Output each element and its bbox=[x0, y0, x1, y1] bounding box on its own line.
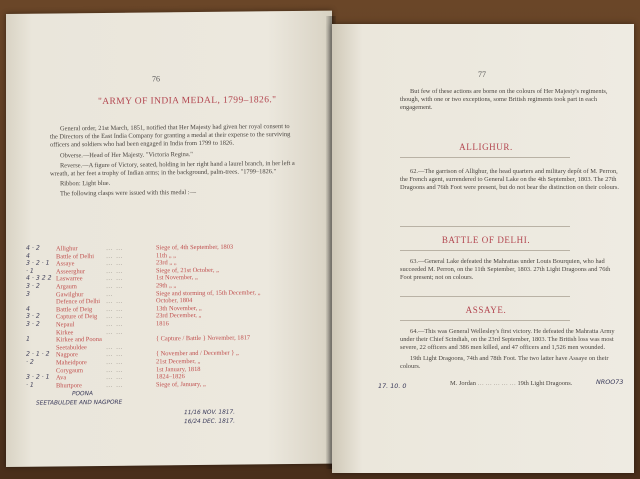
heading-rule bbox=[400, 157, 570, 158]
paragraph: Ribbon: Light blue. bbox=[60, 180, 111, 188]
handwritten-poona: POONA bbox=[72, 391, 93, 398]
jordan-line bbox=[450, 380, 573, 388]
clasp-name: Seetabuldee bbox=[56, 343, 87, 352]
left-page bbox=[6, 11, 332, 467]
pencil-mark: 4 · 2 bbox=[26, 244, 40, 252]
clasp-name: Laswarree bbox=[56, 275, 83, 283]
leader-dots: … … bbox=[106, 267, 124, 275]
leader-dots: … … bbox=[106, 381, 124, 389]
handwritten-code: NROO73 bbox=[596, 378, 624, 386]
clasp-name: Gawilghur bbox=[56, 290, 84, 299]
heading-rule bbox=[400, 320, 570, 321]
clasp-name: Nagpore bbox=[56, 351, 79, 359]
clasp-name: Bhurtpore bbox=[56, 382, 82, 390]
heading-rule bbox=[400, 226, 570, 227]
leader-dots: … … bbox=[106, 366, 124, 374]
clasp-name: Nepaul bbox=[56, 321, 75, 329]
clasp-date: 23rd „ „ bbox=[156, 259, 177, 267]
paragraph: 19th Light Dragoons, 74th and 78th Foot. The two latter have Assaye on their colours. bbox=[400, 354, 609, 370]
leader-dots: … … bbox=[106, 297, 124, 306]
clasp-date: 13th November, „ bbox=[156, 304, 202, 313]
heading-assaye: ASSAYE. bbox=[465, 305, 507, 315]
pencil-mark: 1 bbox=[26, 335, 30, 343]
handwritten-seetabuldee-nagpore: SEETABULDEE AND NAGPORE bbox=[36, 399, 123, 407]
clasp-date: 1816 bbox=[156, 320, 169, 328]
clasp-name: Corygaum bbox=[56, 366, 83, 375]
leader-dots: … … bbox=[106, 358, 124, 366]
pencil-mark: 3 · 2 bbox=[26, 313, 40, 321]
clasp-name: Kirkee and Poona bbox=[56, 336, 102, 344]
leader-dots: … … bbox=[106, 328, 124, 336]
pencil-mark: 2 · 1 · 2 bbox=[26, 350, 50, 359]
right-intro bbox=[400, 88, 622, 115]
leader-dots: … … bbox=[106, 320, 124, 328]
paragraph: 64.—This was General Wellesley's first victory. He defeated the Mahratta Army under their Chief Scindiah, on the 23rd September, 1803. The British loss was most severe, 22 officers and 386 men killed, and 47 officers and 1,526 men wounded. bbox=[400, 328, 615, 352]
leader-dots: … … … … … bbox=[477, 380, 516, 387]
heading-rule bbox=[400, 296, 570, 297]
page-number-right: 77 bbox=[478, 70, 486, 79]
clasp-name: Kirkee bbox=[56, 328, 74, 337]
leader-dots: … … bbox=[106, 252, 124, 260]
pencil-mark: · 1 bbox=[26, 381, 34, 389]
pencil-mark: 3 · 2 · 1 bbox=[26, 373, 50, 381]
handwritten-price: 17. 10. 0 bbox=[378, 382, 407, 390]
clasp-date: Siege of, 21st October, „ bbox=[156, 266, 219, 275]
leader-dots: … bbox=[106, 290, 114, 298]
clasp-name: Assaye bbox=[56, 260, 75, 268]
paragraph: But few of these actions are borne on the colours of Her Majesty's regiments, though, with one or two exceptions, some British regiments took part in each engagement. bbox=[400, 88, 608, 112]
regiment: 19th Light Dragoons. bbox=[517, 380, 573, 387]
handwritten-date-1: 11/16 NOV. 1817. bbox=[184, 409, 236, 417]
clasp-date: 23rd December, „ bbox=[156, 312, 202, 320]
leader-dots: … … bbox=[106, 313, 124, 321]
intro-text bbox=[50, 123, 298, 201]
leader-dots: … … bbox=[106, 373, 124, 382]
clasp-name: Battle of Deig bbox=[56, 305, 93, 314]
pencil-mark: 4 bbox=[26, 305, 30, 313]
clasp-date: { Capture / Battle } November, 1817 bbox=[156, 334, 251, 343]
clasp-row bbox=[26, 379, 326, 390]
heading-rule bbox=[400, 250, 570, 251]
section-assaye-text bbox=[400, 328, 622, 373]
paragraph: 63.—General Lake defeated the Mahrattas under Louis Bourquien, who had succeeded M. Perron, on the 11th September, 1803. 27th Light Dragoons and 76th Foot present; not on colours. bbox=[400, 258, 611, 282]
handwritten-date-2: 16/24 DEC. 1817. bbox=[184, 418, 236, 426]
clasp-name: Maheidpore bbox=[56, 359, 87, 367]
clasp-date: 1st January, 1818 bbox=[156, 365, 201, 374]
clasp-name: Defence of Delhi bbox=[56, 298, 101, 306]
clasp-date: { November and / December } „ bbox=[156, 349, 239, 358]
clasp-name: Capture of Deig bbox=[56, 313, 98, 321]
paragraph: General order, 21st March, 1851, notified that Her Majesty had given her royal consent to the Directors of the East India Company for granting a medal at their expense to the surviving officers and soldiers who had been engaged in India from 1799 to 1826. bbox=[50, 123, 291, 149]
clasp-date: Siege of, 4th September, 1803 bbox=[156, 243, 234, 252]
clasp-name: Argaum bbox=[56, 283, 77, 291]
clasp-date: Siege of, January, „ bbox=[156, 380, 206, 389]
clasp-date: October, 1804 bbox=[156, 297, 193, 305]
heading-allighur: ALLIGHUR. bbox=[459, 142, 513, 152]
section-delhi-text bbox=[400, 258, 622, 285]
clasp-date: 29th „ „ bbox=[156, 282, 177, 290]
clasp-name: Allighur bbox=[56, 245, 78, 253]
clasp-name: Ava bbox=[56, 374, 67, 382]
clasp-date: 1824–1826 bbox=[156, 373, 185, 381]
recipient-name: M. Jordan bbox=[450, 380, 476, 387]
pencil-mark: · 2 bbox=[26, 358, 34, 366]
pencil-mark: 4 bbox=[26, 252, 30, 260]
paragraph: 62.—The garrison of Allighur, the head quarters and military depôt of M. Perron, the French agent, surrendered to General Lake on the 4th September, 1803. The 27th Dragoons and 76th Foot were present, but do not bear the distinction on their colours. bbox=[400, 168, 620, 192]
paragraph: Obverse.—Head of Her Majesty. "Victoria Regina." bbox=[60, 150, 193, 160]
paragraph: The following clasps were issued with this medal :— bbox=[60, 189, 196, 198]
pencil-mark: · 1 bbox=[26, 267, 34, 275]
section-allighur-text bbox=[400, 168, 622, 195]
leader-dots: … … bbox=[106, 275, 124, 283]
pencil-mark: 4 · 3 2 2 bbox=[26, 274, 52, 283]
leader-dots: … … bbox=[106, 244, 124, 252]
pencil-mark: 3 · 2 bbox=[26, 320, 40, 328]
clasp-name: Asseerghur bbox=[56, 267, 85, 276]
leader-dots: … … bbox=[106, 259, 124, 268]
clasp-name: Battle of Delhi bbox=[56, 252, 94, 261]
leader-dots: … … bbox=[106, 282, 124, 290]
heading-battle-of-delhi: BATTLE OF DELHI. bbox=[441, 235, 531, 245]
clasp-date: Siege and storming of, 15th December, „ bbox=[156, 288, 261, 298]
leader-dots: … … bbox=[106, 305, 124, 313]
pencil-mark: 3 · 2 bbox=[26, 282, 40, 290]
pencil-mark: 3 · 2 · 1 bbox=[26, 259, 50, 267]
page-number-left: 76 bbox=[152, 74, 160, 84]
page-title: "ARMY OF INDIA MEDAL, 1799–1826." bbox=[98, 95, 277, 108]
leader-dots: … … bbox=[106, 351, 124, 359]
leader-dots: … … bbox=[106, 343, 124, 351]
pencil-mark: 3 bbox=[26, 290, 30, 298]
clasp-date: 21st December, „ bbox=[156, 357, 201, 366]
clasp-date: 1st November, „ bbox=[156, 274, 198, 282]
paragraph: Reverse.—A figure of Victory, seated, holding in her right hand a laurel branch, in her left a wreath, at her feet a trophy of Indian arms; in the background, palm-trees. "1799–1826." bbox=[50, 159, 295, 178]
clasp-date: 11th „ „ bbox=[156, 251, 176, 260]
